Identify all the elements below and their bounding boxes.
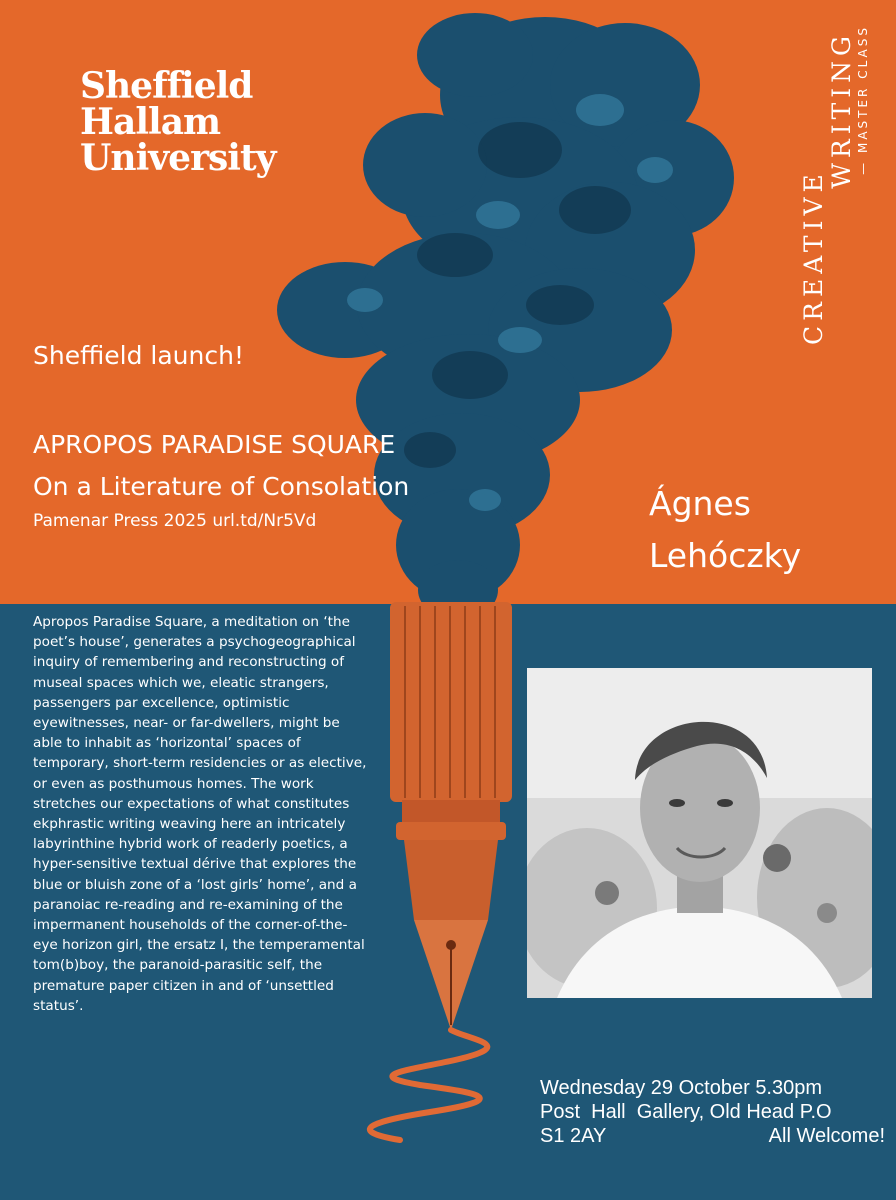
author-portrait-image bbox=[527, 668, 872, 998]
author-last-name: Lehóczky bbox=[649, 536, 802, 575]
event-postcode-row bbox=[540, 1124, 885, 1148]
series-line-2: WRITING bbox=[827, 31, 856, 189]
author-photo bbox=[527, 668, 872, 998]
series-line-1: CREATIVE bbox=[799, 169, 828, 345]
event-venue: Post Hall Gallery, Old Head P.O bbox=[540, 1101, 832, 1123]
fountain-pen bbox=[370, 602, 512, 1140]
book-title: APROPOS PARADISE SQUARE bbox=[33, 430, 396, 459]
author-first-name: Ágnes bbox=[649, 484, 751, 523]
logo-line-3: University bbox=[80, 137, 276, 179]
series-vertical-label bbox=[800, 25, 870, 345]
logo-line-1: Sheffield bbox=[80, 65, 253, 107]
event-datetime: Wednesday 29 October 5.30pm bbox=[540, 1077, 823, 1099]
ink-smoke-cloud bbox=[277, 13, 734, 620]
logo-line-2: Hallam bbox=[80, 101, 221, 143]
event-datetime-row bbox=[540, 1076, 885, 1100]
university-logo bbox=[80, 65, 276, 179]
launch-heading: Sheffield launch! bbox=[33, 341, 244, 370]
series-line-3: — MASTER CLASS bbox=[856, 25, 870, 175]
book-subtitle: On a Literature of Consolation bbox=[33, 472, 410, 501]
book-description: Apropos Paradise Square, a meditation on ‘the poet’s house’, generates a psychogeographical inquiry of remembering and reconstructing of museal spaces which we, eleatic strangers, passengers par excellence, optimistic eyewitnesses, near- or far-dwellers, might be able to inhabit as ‘horizontal’ spaces of temporary, short-term residencies or as elective, or even as posthumous homes. The work stretches our expectations of what constitutes ekphrastic writing weaving here an intricately labyrinthine hybrid work of readerly poetics, a hyper-sensitive textual dérive that explores the blue or bluish zone of a ‘lost girls’ home’, and a paranoiac re-reading and re-examining of the impermanent households of the corner-of-the-eye horizon girl, the ersatz I, the temperamental tom(b)boy, the paranoid-parasitic self, the premature paper citizen in and of ‘unsettled status’. bbox=[33, 614, 367, 1014]
publisher-line: Pamenar Press 2025 url.td/Nr5Vd bbox=[33, 511, 317, 531]
event-details bbox=[540, 1076, 885, 1148]
event-postcode: S1 2AY bbox=[540, 1125, 607, 1147]
event-venue-row bbox=[540, 1100, 885, 1124]
event-welcome: All Welcome! bbox=[768, 1125, 885, 1147]
